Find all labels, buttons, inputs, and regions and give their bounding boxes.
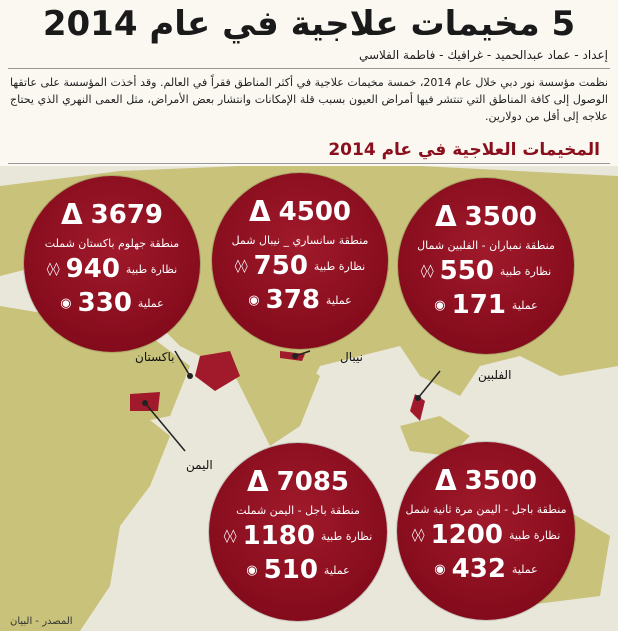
- glasses-label: نظارة طبية: [125, 262, 178, 276]
- eye-icon: ◉: [246, 562, 258, 578]
- operations-label: عملية: [511, 562, 538, 576]
- glasses-count: 550: [439, 256, 494, 286]
- operations-label: عملية: [323, 563, 350, 577]
- glasses-count: 1200: [430, 520, 503, 550]
- label-philippines: الفلبين: [478, 368, 512, 382]
- glasses-count: 750: [253, 251, 308, 281]
- label-nepal: نيبال: [340, 350, 363, 364]
- camp-total: 3500: [464, 465, 538, 496]
- label-yemen: اليمن: [186, 458, 213, 472]
- source-credit: المصدر - البيان: [10, 616, 73, 627]
- camp-circle-nepal: [212, 173, 388, 349]
- operations-count: 171: [451, 290, 506, 320]
- camp-region: منطقة سانساري _ نيبال شمل: [231, 234, 369, 247]
- divider: [8, 68, 610, 69]
- camp-total: 3500: [464, 201, 538, 232]
- glasses-label: نظارة طبية: [320, 529, 373, 543]
- page-title: 5 مخيمات علاجية في عام 2014: [42, 4, 576, 44]
- eye-icon: ◉: [434, 561, 446, 577]
- glasses-label: نظارة طبية: [499, 264, 552, 278]
- label-pakistan: باكستان: [135, 350, 175, 364]
- camp-region: منطقة جهلوم باكستان شملت: [44, 237, 180, 250]
- glasses-icon: ◊◊: [420, 263, 434, 279]
- camp-total: 4500: [278, 196, 352, 227]
- tent-icon: Δ: [434, 200, 457, 233]
- glasses-count: 940: [65, 254, 120, 284]
- tent-icon: Δ: [434, 464, 457, 497]
- camp-circle-philippines: [398, 178, 574, 354]
- operations-count: 510: [263, 555, 318, 585]
- operations-label: عملية: [511, 298, 538, 312]
- intro-paragraph: نظمت مؤسسة نور دبي خلال عام 2014، خمسة مخيمات علاجية في أكثر المناطق فقراً في العالم. وقد أخذت المؤسسة على عاتقها الوصول إلى كافة المناطق التي تنتشر فيها أمراض العيون بسبب قلة الإمكانات وانتشار بعض الأمراض، مثل العمى النهري الذي يحتاج علاجه إلى أقل من دولارين.: [10, 76, 608, 123]
- eye-icon: ◉: [434, 297, 446, 313]
- glasses-icon: ◊◊: [46, 261, 60, 277]
- camp-circle-yemen-2: [397, 442, 575, 620]
- operations-label: عملية: [325, 293, 352, 307]
- camp-total: 3679: [90, 199, 164, 230]
- camp-region: منطقة باجل - اليمن شملت: [236, 504, 360, 517]
- glasses-icon: ◊◊: [223, 528, 237, 544]
- tent-icon: Δ: [248, 195, 271, 228]
- divider: [8, 163, 610, 164]
- operations-count: 330: [77, 288, 132, 318]
- camp-region: منطقة نمباران - الفلبين شمال: [417, 239, 555, 252]
- camp-region: منطقة باجل - اليمن مرة ثانية شمل: [405, 503, 567, 516]
- tent-icon: Δ: [246, 465, 269, 498]
- glasses-icon: ◊◊: [411, 527, 425, 543]
- camp-circle-yemen-1: [209, 443, 387, 621]
- glasses-label: نظارة طبية: [508, 528, 561, 542]
- tent-icon: Δ: [60, 198, 83, 231]
- camp-circle-pakistan: [24, 176, 200, 352]
- section-subtitle: المخيمات العلاجية في عام 2014: [328, 140, 600, 160]
- authors-credit: إعداد - عماد عبدالحميد - غرافيك - فاطمة الفلاسي: [358, 48, 608, 62]
- operations-count: 432: [451, 554, 506, 584]
- glasses-label: نظارة طبية: [313, 259, 366, 273]
- camp-total: 7085: [276, 466, 350, 497]
- operations-label: عملية: [137, 296, 164, 310]
- eye-icon: ◉: [248, 292, 260, 308]
- glasses-count: 1180: [242, 521, 315, 551]
- glasses-icon: ◊◊: [234, 258, 248, 274]
- operations-count: 378: [265, 285, 320, 315]
- eye-icon: ◉: [60, 295, 72, 311]
